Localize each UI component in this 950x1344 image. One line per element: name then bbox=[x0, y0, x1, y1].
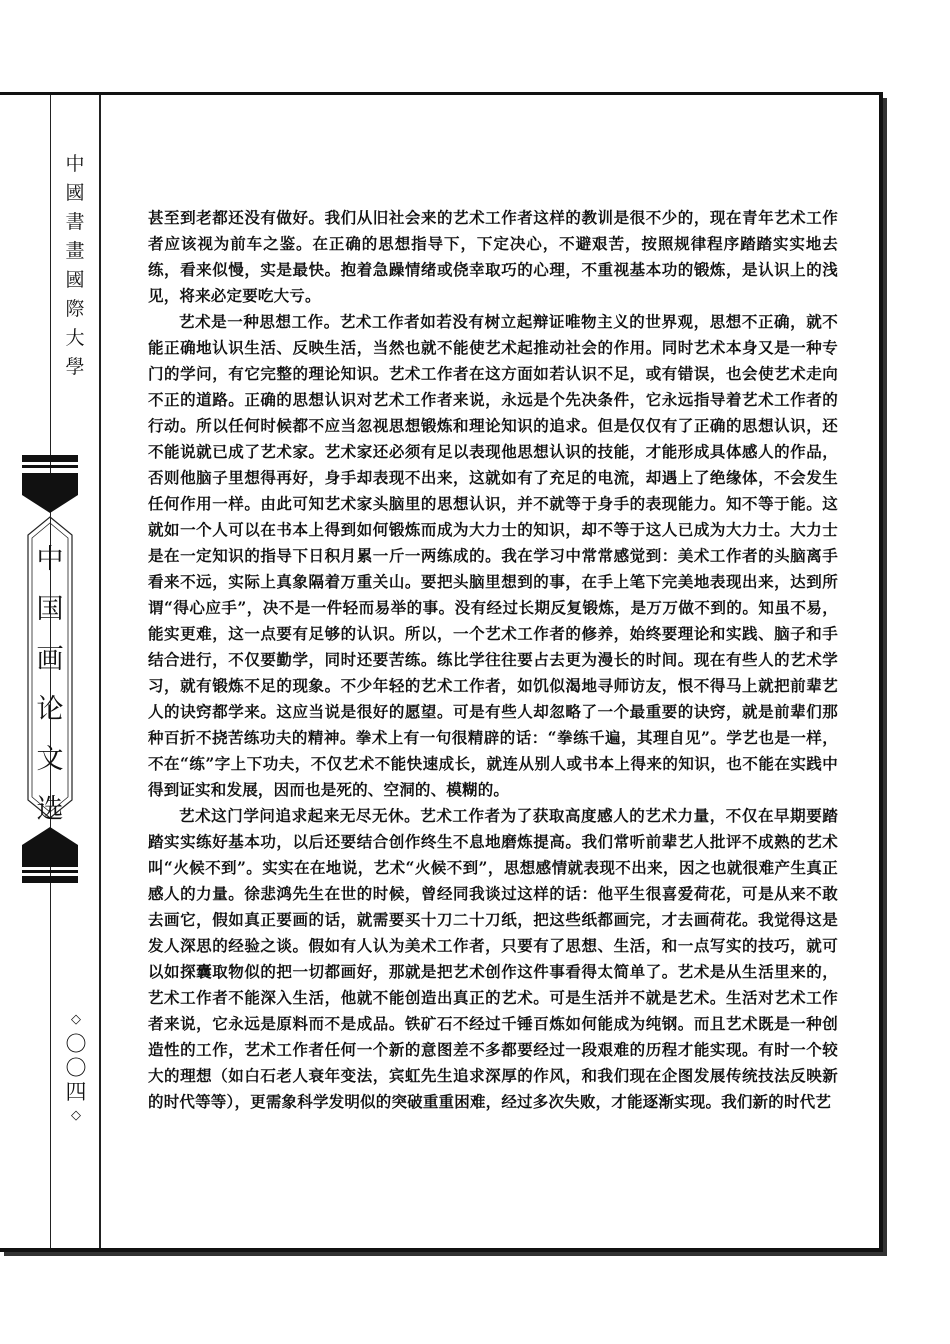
page-number-digit: 〇 bbox=[65, 1056, 87, 1080]
plate-chevron-top-icon bbox=[22, 473, 78, 513]
university-char: 國 bbox=[65, 269, 85, 291]
page-number-digit: 四 bbox=[65, 1080, 87, 1104]
plate-bar-bottom-thin bbox=[22, 870, 78, 873]
book-title-char: 中 bbox=[36, 544, 64, 575]
frame-shadow-bottom bbox=[4, 1252, 887, 1256]
university-char: 大 bbox=[65, 327, 85, 349]
university-char: 際 bbox=[65, 298, 85, 320]
university-char: 學 bbox=[65, 356, 85, 378]
page-number-digit: 〇 bbox=[65, 1032, 87, 1056]
paragraph: 艺术这门学问追求起来无尽无休。艺术工作者为了获取高度感人的艺术力量，不仅在早期要踏踏实实练好基本功，以后还要结合创作终生不息地磨炼提高。我们常听前辈艺人批评不成熟的艺术叫“火候不到”。实实在在地说，艺术“火候不到”，思想感情就表现不出来，因之也就很难产生真正感人的力量。徐悲鸿先生在世的时候，曾经同我谈过这样的话：他平生很喜爱荷花，可是从来不敢去画它，假如真正要画的话，就需要买十刀二十刀纸，把这些纸都画完，才去画荷花。我觉得这是发人深思的经验之谈。假如有人认为美术工作者，只要有了思想、生活，和一点写实的技巧，就可以如探囊取物似的把一切都画好，那就是把艺术创作这件事看得太简单了。艺术是从生活里来的，艺术工作者不能深入生活，他就不能创造出真正的艺术。可是生活并不就是艺术。生活对艺术工作者来说，它永远是原料而不是成品。铁矿石不经过千锤百炼如何能成为纯钢。而且艺术既是一种创造性的工作，艺术工作者任何一个新的意图差不多都要经过一段艰难的历程才能实现。有时一个较大的理想（如白石老人衰年变法，宾虹先生追求深厚的作风，和我们现在企图发展传统技法反映新的时代等等），更需象科学发明似的突破重重困难，经过多次失败，才能逐渐实现。我们新的时代艺 bbox=[148, 806, 838, 1111]
plate-chevron-bottom-icon bbox=[22, 827, 78, 867]
book-title-char: 国 bbox=[36, 594, 64, 625]
diamond-icon: ◇ bbox=[71, 1012, 81, 1027]
book-title-char: 文 bbox=[36, 744, 64, 775]
university-char: 國 bbox=[65, 182, 85, 204]
plate-bar-bottom bbox=[22, 876, 78, 883]
book-title-char: 画 bbox=[36, 644, 64, 675]
diamond-icon: ◇ bbox=[71, 1108, 81, 1123]
sidebar-rule-right bbox=[99, 95, 101, 1248]
body-text bbox=[148, 205, 838, 1115]
book-title-plate bbox=[22, 455, 78, 885]
university-char: 中 bbox=[65, 153, 85, 175]
book-title-char: 论 bbox=[36, 694, 64, 725]
university-char: 書 bbox=[65, 211, 85, 233]
page-number bbox=[60, 1008, 92, 1128]
book-title bbox=[22, 535, 78, 835]
plate-bar-top-thin bbox=[22, 465, 78, 468]
plate-bar-top bbox=[22, 455, 78, 462]
book-title-char: 选 bbox=[36, 794, 64, 825]
paragraph: 甚至到老都还没有做好。我们从旧社会来的艺术工作者这样的教训是很不少的，现在青年艺术工作者应该视为前车之鉴。在正确的思想指导下，下定决心，不避艰苦，按照规律程序踏踏实实地去练，看来似慢，实是最快。抱着急躁情绪或侥幸取巧的心理，不重视基本功的锻炼，是认识上的浅见，将来必定要吃大亏。 bbox=[148, 208, 838, 305]
university-name bbox=[62, 150, 88, 382]
frame-shadow-right bbox=[883, 98, 887, 1256]
university-char: 畫 bbox=[65, 240, 85, 262]
paragraph: 艺术是一种思想工作。艺术工作者如若没有树立起辩证唯物主义的世界观，思想不正确，就不能正确地认识生活、反映生活，当然也就不能使艺术起推动社会的作用。同时艺术本身又是一种专门的学问，有它完整的理论知识。艺术工作者在这方面如若认识不足，或有错误，也会使艺术走向不正的道路。正确的思想认识对艺术工作者来说，永远是个先决条件，它永远指导着艺术工作者的行动。所以任何时候都不应当忽视思想锻炼和理论知识的追求。但是仅仅有了正确的思想认识，还不能说就已成了艺术家。艺术家还必须有足以表现他思想认识的技能，才能形成具体感人的作品，否则他脑子里想得再好，身手却表现不出来，这就如有了充足的电流，却遇上了绝缘体，不会发生任何作用一样。由此可知艺术家头脑里的思想认识，并不就等于身手的表现能力。知不等于能。这就如一个人可以在书本上得到如何锻炼而成为大力士的知识，却不等于这人已成为大力士。大力士是在一定知识的指导下日积月累一斤一两练成的。我在学习中常常感觉到：美术工作者的头脑离手看来不远，实际上真象隔着万重关山。要把头脑里想到的事，在手上笔下完美地表现出来，达到所谓“得心应手”，决不是一件轻而易举的事。没有经过长期反复锻炼，是万万做不到的。知虽不易，能实更难，这一点要有足够的认识。所以，一个艺术工作者的修养，始终要理论和实践、脑子和手结合进行，不仅要勤学，同时还要苦练。练比学往往要占去更为漫长的时间。现在有些人的艺术学习，就有锻炼不足的现象。不少年轻的艺术工作者，如饥似渴地寻师访友，恨不得马上就把前辈艺人的诀窍都学来。这应当说是很好的愿望。可是有些人却忽略了一个最重要的诀窍，就是前辈们那种百折不挠苦练功夫的精神。拳术上有一句很精辟的话：“拳练千遍，其理自见”。学艺也是一样，不在“练”字上下功夫，不仅艺术不能快速成长，就连从别人或书本上得来的知识，也不能在实践中得到证实和发展，因而也是死的、空洞的、模糊的。 bbox=[148, 312, 838, 799]
